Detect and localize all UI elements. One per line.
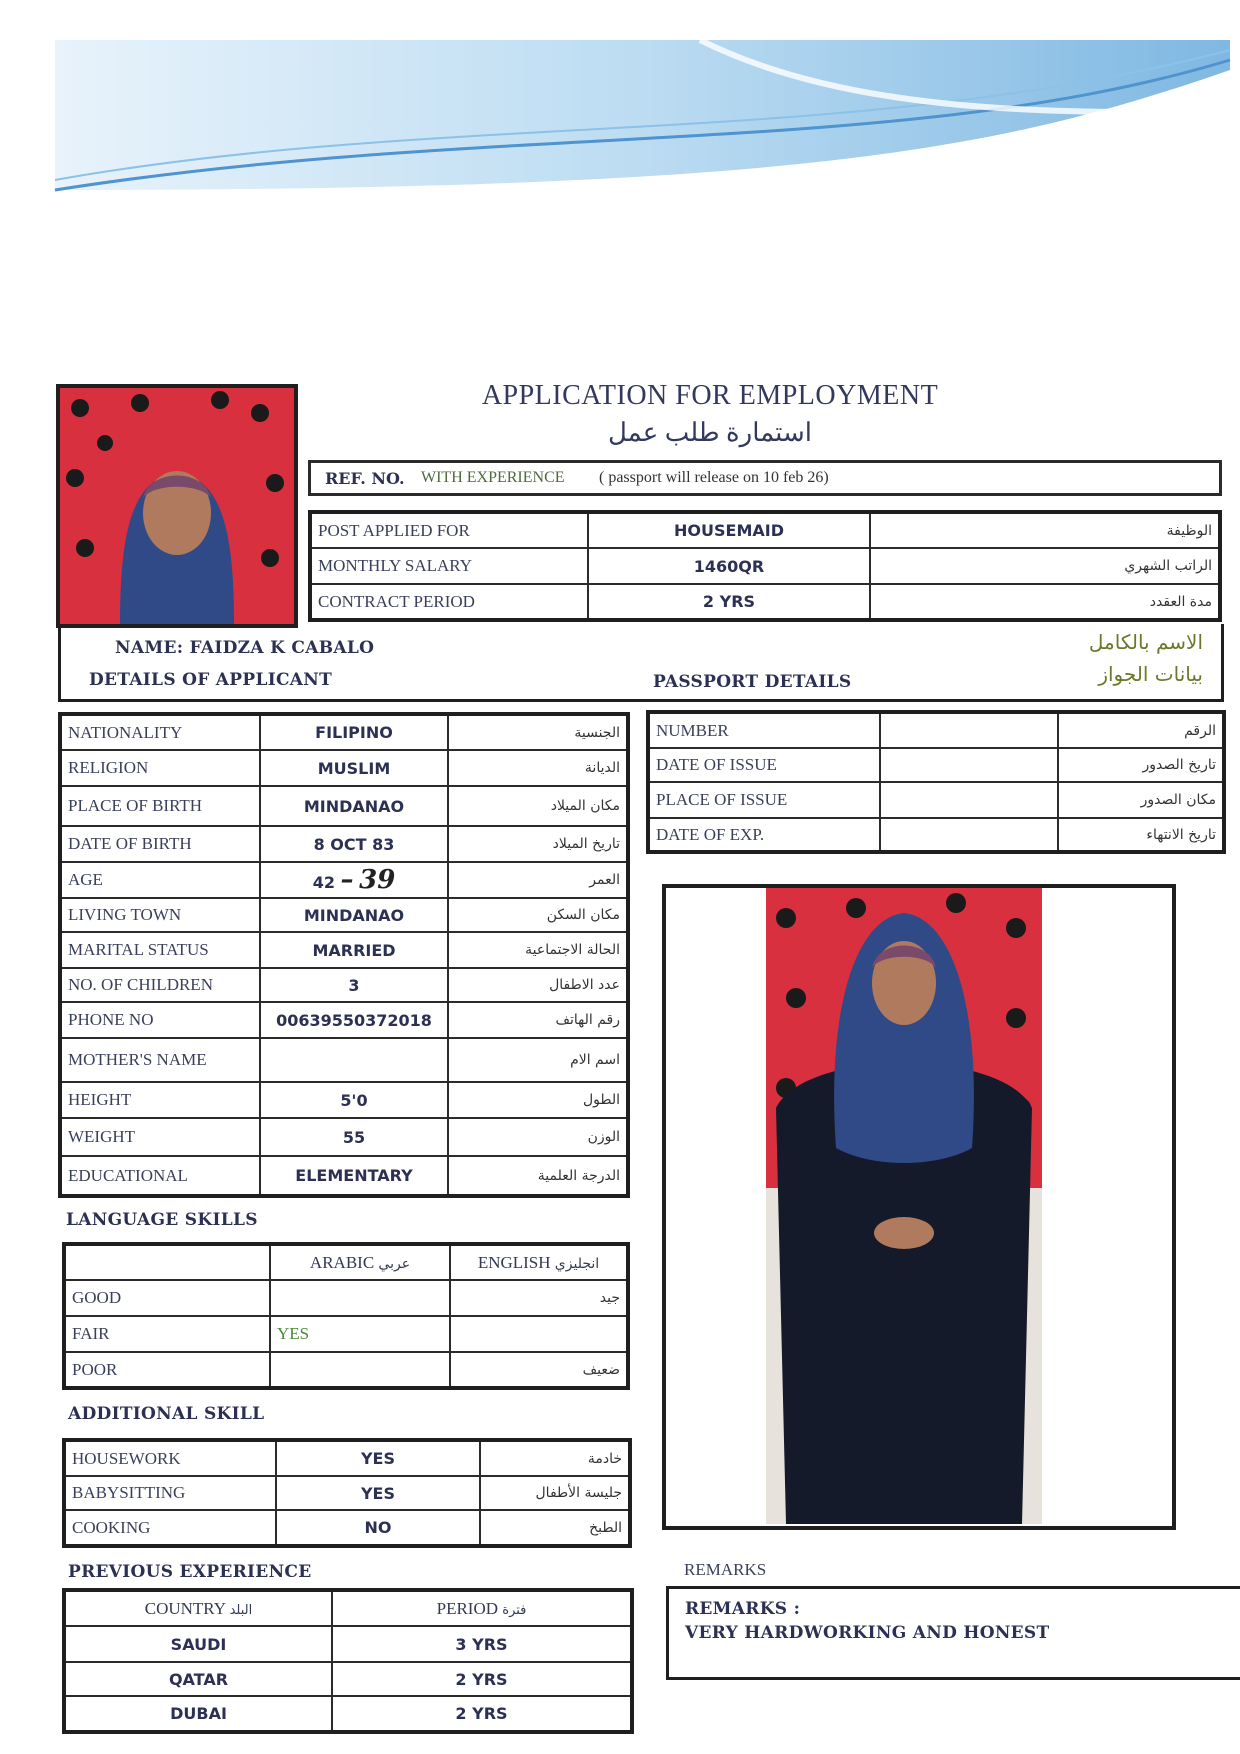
detail-label: AGE [60, 862, 260, 898]
arabic-label: ARABIC [309, 1252, 375, 1272]
detail-label-ar: الطول [448, 1082, 628, 1118]
job-table [308, 510, 1222, 622]
header-wave-banner [0, 0, 1240, 210]
job-label: CONTRACT PERIOD [310, 584, 588, 620]
additional-skill-table [62, 1438, 632, 1548]
passport-row [648, 748, 1224, 782]
detail-label: HEIGHT [60, 1082, 260, 1118]
country-label-ar: البلد [229, 1602, 253, 1618]
language-header-empty [64, 1244, 270, 1280]
applicant-photo-large [662, 884, 1176, 1530]
detail-row [60, 968, 628, 1002]
detail-label-ar: الديانة [448, 750, 628, 786]
section-details-applicant: DETAILS OF APPLICANT [89, 670, 333, 690]
passport-label: DATE OF EXP. [648, 818, 880, 852]
detail-value: FILIPINO [260, 714, 448, 750]
language-header-arabic [270, 1244, 450, 1280]
detail-label-ar: الوزن [448, 1118, 628, 1156]
job-label: MONTHLY SALARY [310, 548, 588, 584]
applicant-details-table [58, 712, 630, 1198]
period-label-ar: فترة [502, 1602, 527, 1618]
experience-country: QATAR [64, 1662, 332, 1696]
experience-header-country [64, 1590, 332, 1626]
detail-label-ar: الدرجة العلمية [448, 1156, 628, 1196]
language-header-row [64, 1244, 628, 1280]
form-title: APPLICATION FOR EMPLOYMENT [481, 380, 939, 411]
section-previous-experience: PREVIOUS EXPERIENCE [68, 1562, 312, 1582]
passport-row [648, 818, 1224, 852]
job-label-ar: مدة العقدد [870, 584, 1220, 620]
experience-country: DUBAI [64, 1696, 332, 1732]
age-handwritten-dash: – [340, 865, 354, 895]
detail-label-ar: عدد الاطفال [448, 968, 628, 1002]
detail-value [260, 1038, 448, 1082]
detail-value: MINDANAO [260, 898, 448, 932]
section-language-skills: LANGUAGE SKILLS [66, 1210, 258, 1230]
job-value: 2 YRS [588, 584, 870, 620]
job-label: POST APPLIED FOR [310, 512, 588, 548]
passport-label-ar: مكان الصدور [1058, 782, 1224, 818]
skill-row [64, 1510, 630, 1546]
passport-value [880, 782, 1058, 818]
detail-value: MUSLIM [260, 750, 448, 786]
job-row [310, 512, 1220, 548]
detail-value: MINDANAO [260, 786, 448, 826]
section-additional-skill: ADDITIONAL SKILL [68, 1404, 265, 1424]
language-arabic-value [270, 1352, 450, 1388]
remarks-text: VERY HARDWORKING AND HONEST [685, 1623, 1050, 1643]
detail-label-ar: رقم الهاتف [448, 1002, 628, 1038]
language-level: GOOD [64, 1280, 270, 1316]
language-level-ar [450, 1316, 628, 1352]
skill-value: YES [276, 1440, 480, 1476]
language-level: POOR [64, 1352, 270, 1388]
detail-value: 3 [260, 968, 448, 1002]
language-header-english [450, 1244, 628, 1280]
skill-value: NO [276, 1510, 480, 1546]
detail-label: RELIGION [60, 750, 260, 786]
job-value: HOUSEMAID [588, 512, 870, 548]
detail-row [60, 932, 628, 968]
ref-box [308, 460, 1222, 496]
skill-label-ar: الطبخ [480, 1510, 630, 1546]
country-label: COUNTRY [144, 1598, 226, 1618]
detail-value-age [260, 862, 448, 898]
detail-label: NO. OF CHILDREN [60, 968, 260, 1002]
detail-label: EDUCATIONAL [60, 1156, 260, 1196]
ref-value: WITH EXPERIENCE [421, 469, 565, 486]
language-arabic-value [270, 1280, 450, 1316]
detail-value: 00639550372018 [260, 1002, 448, 1038]
passport-row [648, 712, 1224, 748]
remarks-box [666, 1586, 1240, 1680]
detail-row [60, 1038, 628, 1082]
passport-label: NUMBER [648, 712, 880, 748]
arabic-label-ar: عربي [378, 1255, 411, 1272]
experience-header-period [332, 1590, 632, 1626]
language-level: FAIR [64, 1316, 270, 1352]
detail-label: MARITAL STATUS [60, 932, 260, 968]
detail-label: DATE OF BIRTH [60, 826, 260, 862]
language-arabic-value: YES [270, 1316, 450, 1352]
passport-value [880, 748, 1058, 782]
detail-label: MOTHER'S NAME [60, 1038, 260, 1082]
applicant-photo-small [56, 384, 298, 628]
detail-row [60, 898, 628, 932]
language-level-ar: ضعيف [450, 1352, 628, 1388]
passport-details-arabic: بيانات الجواز [1098, 662, 1203, 686]
detail-label-ar: تاريخ الميلاد [448, 826, 628, 862]
passport-label-ar: تاريخ الصدور [1058, 748, 1224, 782]
name-header-box [58, 624, 1224, 702]
experience-row [64, 1662, 632, 1696]
ref-label: REF. NO. [325, 469, 405, 488]
skill-row [64, 1476, 630, 1510]
remarks-label: REMARKS : [685, 1599, 801, 1619]
detail-row [60, 1156, 628, 1196]
language-level-ar: جيد [450, 1280, 628, 1316]
skill-label: BABYSITTING [64, 1476, 276, 1510]
detail-value: 5'0 [260, 1082, 448, 1118]
passport-value [880, 818, 1058, 852]
experience-period: 2 YRS [332, 1662, 632, 1696]
experience-country: SAUDI [64, 1626, 332, 1662]
language-row [64, 1316, 628, 1352]
skill-value: YES [276, 1476, 480, 1510]
skill-label: HOUSEWORK [64, 1440, 276, 1476]
passport-details-table [646, 710, 1226, 854]
applicant-portrait-icon [60, 388, 294, 624]
experience-header-row [64, 1590, 632, 1626]
skill-row [64, 1440, 630, 1476]
applicant-full-body-icon [766, 888, 1042, 1524]
language-row [64, 1352, 628, 1388]
detail-label: NATIONALITY [60, 714, 260, 750]
detail-label-ar: العمر [448, 862, 628, 898]
experience-period: 2 YRS [332, 1696, 632, 1732]
age-handwritten: 39 [359, 865, 396, 895]
remarks-heading: REMARKS [684, 1560, 767, 1579]
passport-label: PLACE OF ISSUE [648, 782, 880, 818]
skill-label-ar: خادمة [480, 1440, 630, 1476]
detail-row [60, 714, 628, 750]
english-label: ENGLISH [477, 1252, 551, 1272]
period-label: PERIOD [436, 1598, 499, 1618]
detail-label-ar: مكان الميلاد [448, 786, 628, 826]
passport-label-ar: تاريخ الانتهاء [1058, 818, 1224, 852]
detail-row [60, 1118, 628, 1156]
detail-label: LIVING TOWN [60, 898, 260, 932]
detail-value: MARRIED [260, 932, 448, 968]
passport-label-ar: الرقم [1058, 712, 1224, 748]
age-value: 42 [312, 873, 335, 892]
job-row [310, 584, 1220, 620]
passport-label: DATE OF ISSUE [648, 748, 880, 782]
job-label-ar: الراتب الشهري [870, 548, 1220, 584]
detail-value: ELEMENTARY [260, 1156, 448, 1196]
experience-row [64, 1626, 632, 1662]
detail-row [60, 1002, 628, 1038]
language-skills-table [62, 1242, 630, 1390]
detail-label: PLACE OF BIRTH [60, 786, 260, 826]
detail-row [60, 786, 628, 826]
previous-experience-table [62, 1588, 634, 1734]
detail-row [60, 750, 628, 786]
job-row [310, 548, 1220, 584]
form-title-arabic: استمارة طلب عمل [607, 418, 813, 447]
detail-row [60, 862, 628, 898]
applicant-name: NAME: FAIDZA K CABALO [115, 638, 375, 658]
applicant-name-arabic: الاسم بالكامل [1088, 630, 1203, 654]
job-value: 1460QR [588, 548, 870, 584]
section-passport-details: PASSPORT DETAILS [653, 672, 852, 692]
detail-label: PHONE NO [60, 1002, 260, 1038]
detail-label: WEIGHT [60, 1118, 260, 1156]
skill-label: COOKING [64, 1510, 276, 1546]
detail-label-ar: اسم الام [448, 1038, 628, 1082]
passport-row [648, 782, 1224, 818]
job-label-ar: الوظيفة [870, 512, 1220, 548]
ref-note: ( passport will release on 10 feb 26) [599, 469, 829, 486]
experience-row [64, 1696, 632, 1732]
language-row [64, 1280, 628, 1316]
detail-value: 8 OCT 83 [260, 826, 448, 862]
passport-value [880, 712, 1058, 748]
detail-value: 55 [260, 1118, 448, 1156]
experience-period: 3 YRS [332, 1626, 632, 1662]
english-label-ar: انجليزي [554, 1255, 600, 1272]
detail-row [60, 826, 628, 862]
skill-label-ar: جليسة الأطفال [480, 1476, 630, 1510]
detail-label-ar: الحالة الاجتماعية [448, 932, 628, 968]
detail-label-ar: مكان السكن [448, 898, 628, 932]
detail-row [60, 1082, 628, 1118]
detail-label-ar: الجنسية [448, 714, 628, 750]
